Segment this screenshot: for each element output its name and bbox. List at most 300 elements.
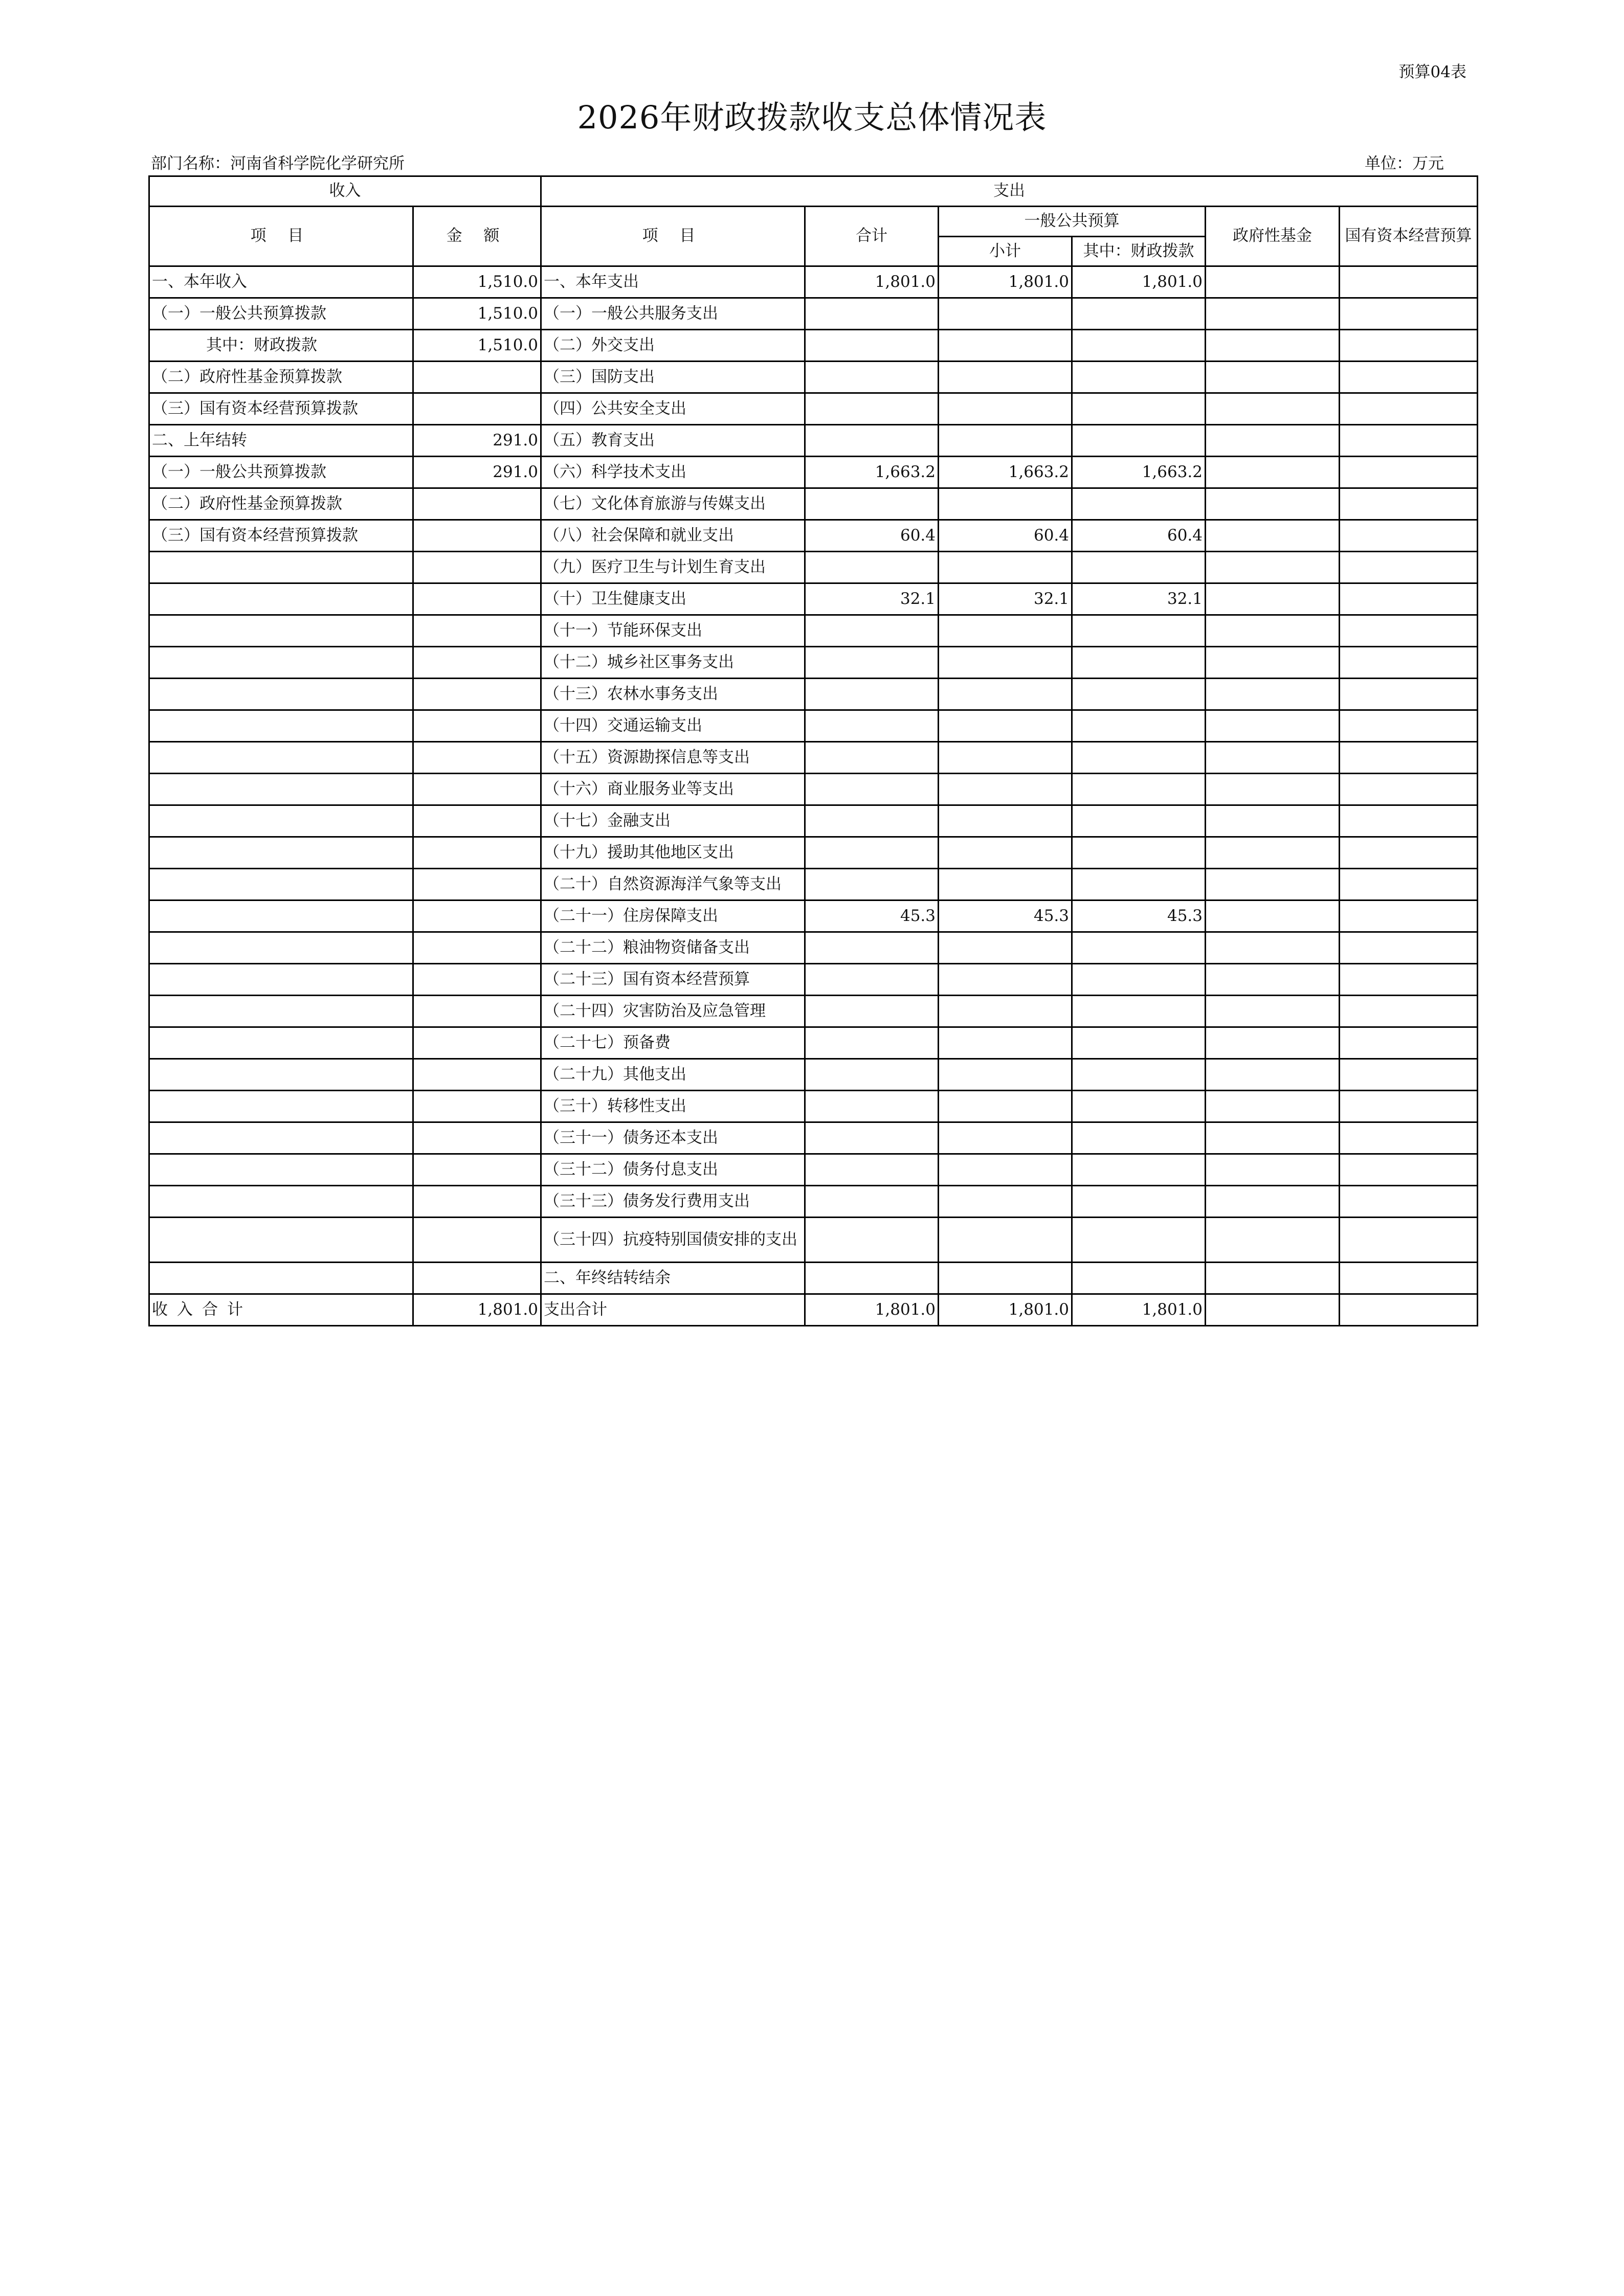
gov-fund-cell (1206, 964, 1340, 996)
expense-item-cell: （三十一）债务还本支出 (541, 1122, 805, 1154)
income-amount-header: 金 额 (413, 207, 541, 266)
gov-fund-cell (1206, 1027, 1340, 1059)
income-amount-cell (413, 742, 541, 774)
table-row (149, 520, 1478, 552)
expense-fiscal-amount: 1,801.0 (1072, 1294, 1206, 1326)
income-amount-cell (413, 583, 541, 615)
subtotal-cell (939, 996, 1072, 1027)
income-amount-cell: 1,510.0 (413, 330, 541, 362)
expense-item-cell: （三十三）债务发行费用支出 (541, 1186, 805, 1218)
income-item-cell: 二、上年结转 (149, 425, 413, 457)
expense-subtotal-amount: 1,801.0 (939, 1294, 1072, 1326)
fiscal-cell (1072, 362, 1206, 393)
income-amount-cell (413, 520, 541, 552)
gov-fund-cell (1206, 583, 1340, 615)
income-amount-cell (413, 615, 541, 647)
expense-item-cell: （十二）城乡社区事务支出 (541, 647, 805, 679)
fiscal-cell (1072, 1218, 1206, 1263)
income-item-cell (149, 1263, 413, 1294)
gov-fund-cell (1206, 1186, 1340, 1218)
state-capital-cell (1340, 552, 1478, 583)
total-cell (805, 425, 939, 457)
subtotal-cell (939, 488, 1072, 520)
income-amount-cell (413, 901, 541, 932)
table-row (149, 647, 1478, 679)
total-header: 合计 (805, 207, 939, 266)
total-cell (805, 1218, 939, 1263)
expense-item-cell: （十）卫生健康支出 (541, 583, 805, 615)
table-row (149, 774, 1478, 805)
total-cell (805, 1263, 939, 1294)
state-capital-cell (1340, 964, 1478, 996)
fiscal-cell (1072, 837, 1206, 869)
income-amount-cell (413, 647, 541, 679)
total-cell (805, 710, 939, 742)
header-row-1 (149, 176, 1478, 207)
total-cell (805, 1186, 939, 1218)
subtotal-cell (939, 869, 1072, 901)
total-cell (805, 330, 939, 362)
subtotal-cell (939, 362, 1072, 393)
income-amount-cell (413, 996, 541, 1027)
subtotal-cell (939, 1154, 1072, 1186)
fiscal-cell (1072, 774, 1206, 805)
table-row (149, 1091, 1478, 1122)
gov-fund-cell (1206, 520, 1340, 552)
expense-item-cell: （二十九）其他支出 (541, 1059, 805, 1091)
table-row (149, 362, 1478, 393)
state-capital-header: 国有资本经营预算 (1340, 207, 1478, 266)
state-capital-cell (1340, 488, 1478, 520)
table-row (149, 679, 1478, 710)
state-capital-cell (1340, 647, 1478, 679)
total-cell (805, 1122, 939, 1154)
fiscal-cell (1072, 679, 1206, 710)
expense-item-cell: （六）科学技术支出 (541, 457, 805, 488)
header-row-2 (149, 207, 1478, 237)
total-cell (805, 996, 939, 1027)
table-row (149, 552, 1478, 583)
expense-item-cell: （七）文化体育旅游与传媒支出 (541, 488, 805, 520)
income-item-cell (149, 1059, 413, 1091)
fiscal-cell (1072, 393, 1206, 425)
expense-item-cell: （五）教育支出 (541, 425, 805, 457)
income-amount-cell (413, 488, 541, 520)
table-row (149, 457, 1478, 488)
expense-item-cell: 一、本年支出 (541, 266, 805, 298)
state-capital-cell (1340, 330, 1478, 362)
table-row (149, 837, 1478, 869)
expense-item-cell: （十七）金融支出 (541, 805, 805, 837)
gov-fund-cell (1206, 996, 1340, 1027)
income-amount-cell: 1,510.0 (413, 266, 541, 298)
fiscal-cell (1072, 488, 1206, 520)
table-row (149, 1154, 1478, 1186)
income-item-cell (149, 837, 413, 869)
gov-fund-cell (1206, 932, 1340, 964)
income-amount-cell (413, 932, 541, 964)
income-item-cell (149, 552, 413, 583)
total-cell (805, 964, 939, 996)
state-capital-cell (1340, 837, 1478, 869)
income-item-cell (149, 710, 413, 742)
state-capital-cell (1340, 774, 1478, 805)
gov-fund-cell (1206, 425, 1340, 457)
expense-fund-amount (1206, 1294, 1340, 1326)
fiscal-cell (1072, 964, 1206, 996)
income-amount-cell (413, 710, 541, 742)
income-item-cell: （三）国有资本经营预算拨款 (149, 393, 413, 425)
state-capital-cell (1340, 1122, 1478, 1154)
expense-item-cell: （十三）农林水事务支出 (541, 679, 805, 710)
table-row (149, 869, 1478, 901)
gov-fund-cell (1206, 774, 1340, 805)
gov-fund-cell (1206, 901, 1340, 932)
expense-total-amount: 1,801.0 (805, 1294, 939, 1326)
table-row (149, 1122, 1478, 1154)
state-capital-cell (1340, 679, 1478, 710)
income-item-cell (149, 1091, 413, 1122)
expense-item-cell: （十四）交通运输支出 (541, 710, 805, 742)
income-header: 收入 (149, 176, 541, 207)
state-capital-cell (1340, 869, 1478, 901)
income-amount-cell (413, 1186, 541, 1218)
table-row (149, 425, 1478, 457)
fiscal-cell (1072, 1091, 1206, 1122)
fiscal-cell (1072, 1059, 1206, 1091)
subtotal-cell: 1,801.0 (939, 266, 1072, 298)
subtotal-cell (939, 298, 1072, 330)
total-cell (805, 869, 939, 901)
total-cell (805, 1059, 939, 1091)
income-amount-cell (413, 393, 541, 425)
total-cell (805, 647, 939, 679)
subtotal-cell: 32.1 (939, 583, 1072, 615)
expense-capital-amount (1340, 1294, 1478, 1326)
table-row (149, 742, 1478, 774)
gov-fund-cell (1206, 647, 1340, 679)
income-item-cell (149, 1154, 413, 1186)
table-row (149, 615, 1478, 647)
fiscal-cell (1072, 742, 1206, 774)
expense-item-cell: （二十一）住房保障支出 (541, 901, 805, 932)
total-cell (805, 679, 939, 710)
table-row (149, 583, 1478, 615)
totals-row (149, 1294, 1478, 1326)
subtotal-cell (939, 1122, 1072, 1154)
expense-item-cell: （一）一般公共服务支出 (541, 298, 805, 330)
table-row (149, 488, 1478, 520)
state-capital-cell (1340, 1091, 1478, 1122)
subtotal-cell (939, 1186, 1072, 1218)
state-capital-cell (1340, 805, 1478, 837)
expense-item-cell: （九）医疗卫生与计划生育支出 (541, 552, 805, 583)
total-cell (805, 393, 939, 425)
table-row (149, 266, 1478, 298)
gov-fund-cell (1206, 710, 1340, 742)
subtotal-cell (939, 330, 1072, 362)
table-row (149, 964, 1478, 996)
subtotal-cell (939, 1263, 1072, 1294)
income-item-cell: （一）一般公共预算拨款 (149, 298, 413, 330)
expense-item-cell: （十九）援助其他地区支出 (541, 837, 805, 869)
fiscal-cell (1072, 1154, 1206, 1186)
gov-fund-cell (1206, 1263, 1340, 1294)
fiscal-cell (1072, 932, 1206, 964)
subtotal-cell (939, 615, 1072, 647)
gov-fund-cell (1206, 1218, 1340, 1263)
fiscal-cell (1072, 425, 1206, 457)
expense-item-cell: （三十）转移性支出 (541, 1091, 805, 1122)
state-capital-cell (1340, 1059, 1478, 1091)
subtotal-cell (939, 1091, 1072, 1122)
subtotal-cell (939, 1059, 1072, 1091)
income-item-cell (149, 964, 413, 996)
expense-item-cell: （十五）资源勘探信息等支出 (541, 742, 805, 774)
state-capital-cell (1340, 1027, 1478, 1059)
total-cell (805, 774, 939, 805)
income-item-cell: （三）国有资本经营预算拨款 (149, 520, 413, 552)
income-amount-cell (413, 552, 541, 583)
income-item-cell: 其中：财政拨款 (149, 330, 413, 362)
income-amount-cell (413, 964, 541, 996)
income-amount-cell: 1,510.0 (413, 298, 541, 330)
subtotal-header: 小计 (939, 237, 1072, 266)
state-capital-cell (1340, 1154, 1478, 1186)
total-cell (805, 837, 939, 869)
budget-table (148, 175, 1478, 1326)
income-item-cell (149, 1218, 413, 1263)
income-amount-cell (413, 1027, 541, 1059)
subtotal-cell (939, 964, 1072, 996)
income-item-cell (149, 901, 413, 932)
gov-fund-cell (1206, 266, 1340, 298)
table-row (149, 805, 1478, 837)
expense-item-cell: （二十七）预备费 (541, 1027, 805, 1059)
gov-fund-cell (1206, 869, 1340, 901)
state-capital-cell (1340, 362, 1478, 393)
state-capital-cell (1340, 901, 1478, 932)
total-cell (805, 362, 939, 393)
income-amount-cell (413, 805, 541, 837)
gov-fund-cell (1206, 298, 1340, 330)
expense-item-cell: （二十）自然资源海洋气象等支出 (541, 869, 805, 901)
state-capital-cell (1340, 710, 1478, 742)
income-total-amount: 1,801.0 (413, 1294, 541, 1326)
table-row (149, 932, 1478, 964)
subtotal-cell: 60.4 (939, 520, 1072, 552)
income-item-cell (149, 1027, 413, 1059)
unit-label: 单位：万元 (1365, 154, 1444, 173)
income-item-cell (149, 679, 413, 710)
gov-fund-cell (1206, 679, 1340, 710)
income-amount-cell (413, 1154, 541, 1186)
expense-item-cell: （二）外交支出 (541, 330, 805, 362)
table-row (149, 298, 1478, 330)
table-row (149, 901, 1478, 932)
gov-fund-cell (1206, 805, 1340, 837)
expense-item-cell: （八）社会保障和就业支出 (541, 520, 805, 552)
total-cell (805, 615, 939, 647)
subtotal-cell: 1,663.2 (939, 457, 1072, 488)
subtotal-cell (939, 1027, 1072, 1059)
expense-item-cell: （十一）节能环保支出 (541, 615, 805, 647)
income-item-cell (149, 583, 413, 615)
gov-fund-cell (1206, 362, 1340, 393)
expense-item-header: 项 目 (541, 207, 805, 266)
expense-item-cell: 二、年终结转结余 (541, 1263, 805, 1294)
expense-total-label: 支出合计 (541, 1294, 805, 1326)
income-amount-cell (413, 1059, 541, 1091)
fiscal-cell (1072, 647, 1206, 679)
expense-header: 支出 (541, 176, 1478, 207)
income-item-cell: （二）政府性基金预算拨款 (149, 362, 413, 393)
income-item-cell (149, 1186, 413, 1218)
income-item-cell (149, 742, 413, 774)
fiscal-cell (1072, 1263, 1206, 1294)
fiscal-cell: 60.4 (1072, 520, 1206, 552)
income-amount-cell (413, 679, 541, 710)
total-cell (805, 1091, 939, 1122)
fiscal-cell (1072, 330, 1206, 362)
subtotal-cell (939, 679, 1072, 710)
gov-fund-cell (1206, 615, 1340, 647)
income-amount-cell (413, 1263, 541, 1294)
state-capital-cell (1340, 1186, 1478, 1218)
state-capital-cell (1340, 583, 1478, 615)
income-amount-cell (413, 774, 541, 805)
gov-fund-cell (1206, 742, 1340, 774)
expense-item-cell: （二十四）灾害防治及应急管理 (541, 996, 805, 1027)
fiscal-cell: 32.1 (1072, 583, 1206, 615)
fiscal-cell: 1,663.2 (1072, 457, 1206, 488)
total-cell (805, 298, 939, 330)
state-capital-cell (1340, 615, 1478, 647)
gov-fund-cell (1206, 1122, 1340, 1154)
income-item-cell (149, 996, 413, 1027)
gov-fund-cell (1206, 552, 1340, 583)
income-total-label: 收入合计 (149, 1294, 413, 1326)
table-row (149, 1059, 1478, 1091)
fiscal-cell (1072, 615, 1206, 647)
income-item-cell (149, 615, 413, 647)
gov-fund-cell (1206, 1091, 1340, 1122)
state-capital-cell (1340, 266, 1478, 298)
fiscal-header: 其中：财政拨款 (1072, 237, 1206, 266)
total-cell: 60.4 (805, 520, 939, 552)
income-item-cell: （一）一般公共预算拨款 (149, 457, 413, 488)
income-item-cell (149, 869, 413, 901)
state-capital-cell (1340, 996, 1478, 1027)
total-cell (805, 488, 939, 520)
income-item-cell (149, 932, 413, 964)
subtotal-cell (939, 1218, 1072, 1263)
state-capital-cell (1340, 1263, 1478, 1294)
general-budget-header: 一般公共预算 (939, 207, 1206, 237)
fiscal-cell (1072, 1027, 1206, 1059)
income-amount-cell: 291.0 (413, 457, 541, 488)
gov-fund-cell (1206, 393, 1340, 425)
income-item-cell: 一、本年收入 (149, 266, 413, 298)
subtotal-cell (939, 425, 1072, 457)
total-cell: 32.1 (805, 583, 939, 615)
subtotal-cell (939, 774, 1072, 805)
income-amount-cell (413, 1091, 541, 1122)
total-cell (805, 1154, 939, 1186)
table-row (149, 330, 1478, 362)
total-cell (805, 932, 939, 964)
table-row (149, 1186, 1478, 1218)
total-cell: 1,801.0 (805, 266, 939, 298)
expense-item-cell: （三十四）抗疫特别国债安排的支出 (541, 1218, 805, 1263)
subtotal-cell (939, 647, 1072, 679)
state-capital-cell (1340, 932, 1478, 964)
gov-fund-cell (1206, 1059, 1340, 1091)
gov-fund-cell (1206, 837, 1340, 869)
total-cell: 45.3 (805, 901, 939, 932)
state-capital-cell (1340, 742, 1478, 774)
subtotal-cell (939, 932, 1072, 964)
total-cell (805, 805, 939, 837)
subtotal-cell (939, 837, 1072, 869)
state-capital-cell (1340, 298, 1478, 330)
subtotal-cell (939, 552, 1072, 583)
total-cell (805, 552, 939, 583)
subtotal-cell (939, 742, 1072, 774)
income-item-cell (149, 774, 413, 805)
table-row (149, 710, 1478, 742)
fiscal-cell (1072, 1186, 1206, 1218)
expense-item-cell: （三十二）债务付息支出 (541, 1154, 805, 1186)
table-row (149, 1027, 1478, 1059)
fiscal-cell (1072, 1122, 1206, 1154)
state-capital-cell (1340, 393, 1478, 425)
fiscal-cell: 45.3 (1072, 901, 1206, 932)
subtotal-cell: 45.3 (939, 901, 1072, 932)
fiscal-cell (1072, 552, 1206, 583)
income-amount-cell (413, 869, 541, 901)
expense-item-cell: （十六）商业服务业等支出 (541, 774, 805, 805)
expense-item-cell: （四）公共安全支出 (541, 393, 805, 425)
income-item-header: 项 目 (149, 207, 413, 266)
fiscal-cell (1072, 996, 1206, 1027)
income-amount-cell (413, 837, 541, 869)
income-item-cell (149, 1122, 413, 1154)
income-item-cell (149, 647, 413, 679)
gov-fund-cell (1206, 330, 1340, 362)
state-capital-cell (1340, 520, 1478, 552)
gov-fund-cell (1206, 488, 1340, 520)
fiscal-cell (1072, 869, 1206, 901)
subtotal-cell (939, 710, 1072, 742)
state-capital-cell (1340, 425, 1478, 457)
subtotal-cell (939, 805, 1072, 837)
expense-item-cell: （三）国防支出 (541, 362, 805, 393)
income-amount-cell (413, 1122, 541, 1154)
fiscal-cell: 1,801.0 (1072, 266, 1206, 298)
subtotal-cell (939, 393, 1072, 425)
total-cell (805, 1027, 939, 1059)
income-amount-cell: 291.0 (413, 425, 541, 457)
fiscal-cell (1072, 710, 1206, 742)
fiscal-cell (1072, 805, 1206, 837)
state-capital-cell (1340, 457, 1478, 488)
expense-item-cell: （二十二）粮油物资储备支出 (541, 932, 805, 964)
income-amount-cell (413, 1218, 541, 1263)
form-number: 预算04表 (1398, 63, 1466, 81)
table-row (149, 1263, 1478, 1294)
total-cell: 1,663.2 (805, 457, 939, 488)
